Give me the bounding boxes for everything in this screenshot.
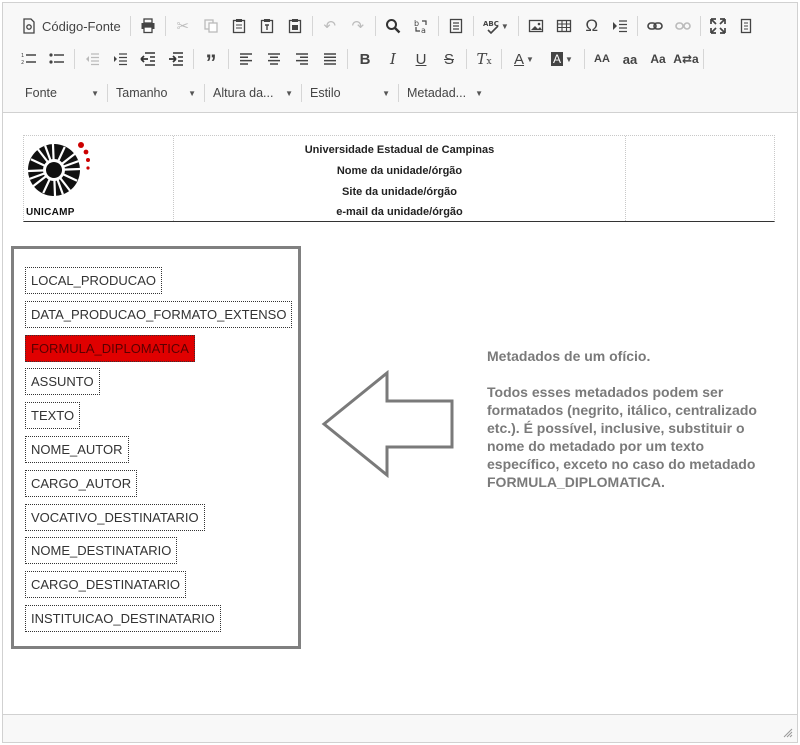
- numbered-list-button[interactable]: [15, 46, 43, 72]
- bold-icon: B: [359, 50, 371, 68]
- unlink-icon: [675, 18, 691, 34]
- toolbar-separator: [375, 16, 376, 36]
- metadata-tag[interactable]: VOCATIVO_DESTINATARIO: [25, 504, 205, 531]
- metadata-tag[interactable]: ASSUNTO: [25, 368, 100, 395]
- special-char-icon: Ω: [585, 16, 599, 35]
- university-name: Universidade Estadual de Campinas: [304, 144, 495, 156]
- toolbar-row-3: [17, 79, 491, 107]
- svg-text:ABC: ABC: [482, 20, 499, 28]
- italic-button[interactable]: [379, 46, 407, 72]
- page-break-icon: [448, 18, 464, 34]
- show-blocks-button[interactable]: [732, 13, 760, 39]
- bulleted-list-icon: [49, 51, 65, 67]
- style-combo[interactable]: [302, 80, 398, 106]
- align-left-icon: [238, 51, 254, 67]
- chevron-down-icon: ▼: [285, 88, 293, 98]
- toolbar-row-1: [15, 12, 760, 40]
- resize-grip-icon[interactable]: [783, 728, 793, 738]
- print-button[interactable]: [134, 13, 162, 39]
- find-button[interactable]: [379, 13, 407, 39]
- indent-button[interactable]: [162, 46, 190, 72]
- metadata-tag-highlighted[interactable]: FORMULA_DIPLOMATICA: [25, 335, 195, 362]
- unit-name: Nome da unidade/órgão: [336, 164, 463, 177]
- decrease-indent-icon: [84, 51, 100, 67]
- print-icon: [140, 18, 156, 34]
- decrease-indent-button[interactable]: [78, 46, 106, 72]
- outdent-icon: [140, 51, 156, 67]
- chevron-down-icon: ▼: [188, 88, 196, 98]
- transform-button[interactable]: [672, 46, 700, 72]
- table-button[interactable]: [550, 13, 578, 39]
- toolbar-separator: [193, 49, 194, 69]
- paste-button[interactable]: [225, 13, 253, 39]
- lowercase-icon: aa: [622, 51, 638, 67]
- paste-word-icon: [287, 18, 303, 34]
- strikethrough-button[interactable]: [435, 46, 463, 72]
- line-height-combo[interactable]: [205, 80, 301, 106]
- undo-button[interactable]: [316, 13, 344, 39]
- toolbar-separator: [130, 16, 131, 36]
- svg-text:b: b: [413, 19, 419, 28]
- svg-text:1: 1: [21, 53, 25, 59]
- metadata-tag[interactable]: NOME_AUTOR: [25, 436, 129, 463]
- toolbar-separator: [74, 49, 75, 69]
- underline-icon: U: [415, 50, 427, 68]
- cut-button[interactable]: [169, 13, 197, 39]
- toolbar-separator: [165, 16, 166, 36]
- paste-icon: [231, 18, 247, 34]
- editor-toolbar: [3, 3, 797, 113]
- text-color-button[interactable]: [505, 46, 543, 72]
- toolbar-separator: [501, 49, 502, 69]
- font-combo[interactable]: [17, 80, 107, 106]
- toolbar-separator: [518, 16, 519, 36]
- toolbar-separator: [438, 16, 439, 36]
- chevron-down-icon: ▼: [526, 54, 534, 64]
- image-icon: [528, 18, 544, 34]
- letterhead-empty-cell[interactable]: [626, 136, 774, 221]
- blockquote-button[interactable]: [197, 46, 225, 75]
- metadata-tag[interactable]: LOCAL_PRODUCAO: [25, 267, 162, 294]
- unit-email: e-mail da unidade/órgão: [336, 206, 463, 219]
- link-icon: [647, 18, 663, 34]
- toolbar-separator: [703, 49, 704, 69]
- letterhead-table[interactable]: [23, 135, 775, 222]
- toolbar-row-2: [15, 45, 707, 73]
- size-combo[interactable]: [108, 80, 204, 106]
- redo-button[interactable]: [344, 13, 372, 39]
- toolbar-separator: [228, 49, 229, 69]
- italic-icon: I: [390, 50, 396, 68]
- find-icon: [385, 18, 401, 34]
- chevron-down-icon: ▼: [382, 88, 390, 98]
- metadata-combo-label: Metadad...: [407, 86, 467, 100]
- show-blocks-icon: [738, 18, 754, 34]
- letterhead-info-cell[interactable]: [174, 136, 626, 221]
- explanation-note: [487, 347, 757, 491]
- copy-icon: [203, 18, 219, 34]
- metadata-tag[interactable]: NOME_DESTINATARIO: [25, 537, 177, 564]
- size-combo-label: Tamanho: [116, 86, 168, 100]
- letterhead-logo-cell[interactable]: [24, 136, 174, 221]
- bg-color-button[interactable]: [543, 46, 581, 72]
- bulleted-list-button[interactable]: [43, 46, 71, 72]
- spellcheck-icon: [483, 18, 499, 34]
- unicamp-logo-icon: [26, 139, 92, 199]
- toolbar-separator: [637, 16, 638, 36]
- spellcheck-button[interactable]: [477, 13, 515, 39]
- metadata-tag[interactable]: DATA_PRODUCAO_FORMATO_EXTENSO: [25, 301, 292, 328]
- align-right-icon: [294, 51, 310, 67]
- chevron-down-icon: ▼: [565, 54, 573, 64]
- justify-button[interactable]: [316, 46, 344, 72]
- image-button[interactable]: [522, 13, 550, 39]
- copy-button[interactable]: [197, 13, 225, 39]
- source-code-icon: [21, 18, 37, 34]
- style-combo-label: Estilo: [310, 86, 341, 100]
- justify-icon: [322, 51, 338, 67]
- undo-icon: ↶: [323, 18, 337, 35]
- toolbar-separator: [473, 16, 474, 36]
- increase-indent-button[interactable]: [106, 46, 134, 72]
- chevron-down-icon: ▼: [500, 21, 509, 31]
- indent-icon: [168, 51, 184, 67]
- outdent-button[interactable]: [134, 46, 162, 72]
- blockquote-icon: ”: [205, 50, 217, 75]
- metadata-tag[interactable]: INSTITUICAO_DESTINATARIO: [25, 605, 221, 632]
- logo-text: UNICAMP: [26, 207, 75, 218]
- align-center-icon: [266, 51, 282, 67]
- note-body: Todos esses metadados podem ser formatados (negrito, itálico, centralizado etc.). É possível, inclusive, substituir o nome do metadado por um texto específico, exceto no caso do metadado FORMULA_DIPLOMATICA.: [487, 384, 757, 490]
- font-combo-label: Fonte: [25, 86, 57, 100]
- capitalize-button[interactable]: [644, 46, 672, 72]
- source-code-label: Código-Fonte: [42, 18, 121, 34]
- paste-text-icon: [259, 18, 275, 34]
- toolbar-separator: [347, 49, 348, 69]
- align-center-button[interactable]: [260, 46, 288, 72]
- metadata-tag[interactable]: CARGO_DESTINATARIO: [25, 571, 186, 598]
- uppercase-button[interactable]: [588, 46, 616, 72]
- chevron-down-icon: ▼: [91, 88, 99, 98]
- maximize-button[interactable]: [704, 13, 732, 39]
- rich-text-editor: [2, 2, 798, 743]
- metadata-box: [11, 246, 301, 649]
- replace-button[interactable]: [407, 13, 435, 39]
- cut-icon: ✂: [176, 18, 190, 35]
- page-break-button[interactable]: [442, 13, 470, 39]
- transform-icon: A⇄a: [673, 52, 699, 66]
- editor-statusbar: [3, 714, 797, 742]
- unlink-button[interactable]: [669, 13, 697, 39]
- svg-text:2: 2: [21, 60, 25, 66]
- line-height-combo-label: Altura da...: [213, 86, 274, 100]
- underline-button[interactable]: [407, 46, 435, 72]
- toolbar-separator: [584, 49, 585, 69]
- toolbar-separator: [312, 16, 313, 36]
- link-button[interactable]: [641, 13, 669, 39]
- paste-text-button[interactable]: [253, 13, 281, 39]
- source-code-button[interactable]: [15, 13, 127, 39]
- lowercase-button[interactable]: [616, 46, 644, 72]
- remove-format-icon: Tx: [476, 50, 492, 68]
- strikethrough-icon: S: [443, 50, 454, 68]
- redo-icon: ↷: [351, 18, 365, 35]
- svg-text:a: a: [420, 26, 426, 34]
- bg-color-icon: A: [553, 52, 562, 66]
- left-arrow-icon: [321, 370, 455, 478]
- metadata-tag[interactable]: TEXTO: [25, 402, 80, 429]
- chevron-down-icon: ▼: [475, 88, 483, 98]
- unit-site: Site da unidade/órgão: [342, 185, 457, 198]
- toolbar-separator: [466, 49, 467, 69]
- align-right-button[interactable]: [288, 46, 316, 72]
- metadata-combo[interactable]: [399, 80, 491, 106]
- indent-block-button[interactable]: [606, 13, 634, 39]
- replace-icon: [413, 18, 429, 34]
- special-char-button[interactable]: [578, 13, 606, 39]
- capitalize-icon: Aa: [650, 52, 666, 66]
- editor-content-area[interactable]: [3, 114, 797, 714]
- bold-button[interactable]: [351, 46, 379, 72]
- metadata-tag[interactable]: CARGO_AUTOR: [25, 470, 137, 497]
- remove-format-button[interactable]: [470, 46, 498, 72]
- note-title: Metadados de um ofício.: [487, 348, 651, 364]
- numbered-list-icon: [21, 51, 37, 67]
- increase-indent-icon: [112, 51, 128, 67]
- paste-word-button[interactable]: [281, 13, 309, 39]
- toolbar-separator: [700, 16, 701, 36]
- text-color-icon: A: [514, 50, 525, 68]
- maximize-icon: [710, 18, 726, 34]
- table-icon: [556, 18, 572, 34]
- indent-arrow-icon: [612, 18, 628, 34]
- uppercase-icon: AA: [594, 53, 610, 65]
- align-left-button[interactable]: [232, 46, 260, 72]
